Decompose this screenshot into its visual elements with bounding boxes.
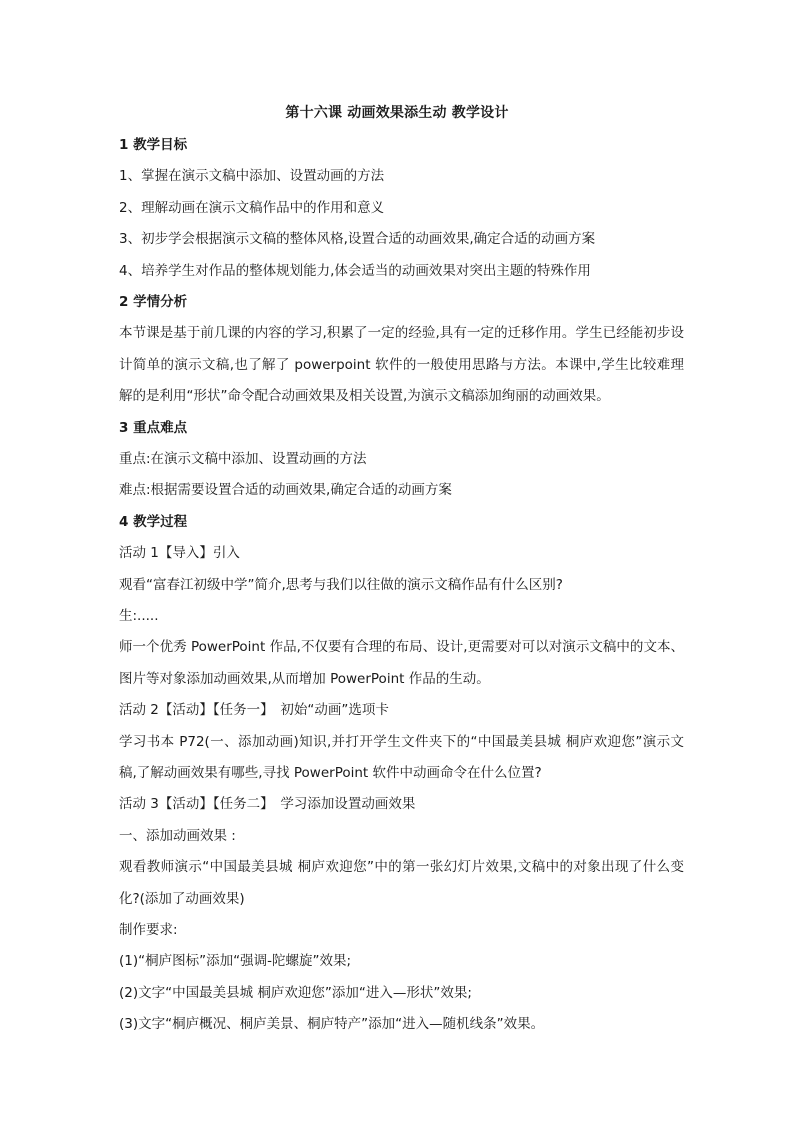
goal-item-1: 1、掌握在演示文稿中添加、设置动画的方法 bbox=[119, 168, 385, 185]
keypoint-item-1: 重点:在演示文稿中添加、设置动画的方法 bbox=[119, 450, 367, 467]
section-heading-process: 4 教学过程 bbox=[119, 513, 188, 530]
activity-1-title: 活动 1【导入】引入 bbox=[119, 545, 240, 562]
requirement-item-2: (2)文字“中国最美县城 桐庐欢迎您”添加“进入—形状”效果; bbox=[119, 984, 472, 1001]
requirement-item-1: (1)“桐庐图标”添加“强调-陀螺旋”效果; bbox=[119, 953, 352, 970]
goal-item-3: 3、初步学会根据演示文稿的整体风格,设置合适的动画效果,确定合适的动画方案 bbox=[119, 231, 596, 248]
section-heading-analysis: 2 学情分析 bbox=[119, 293, 188, 310]
process-paragraph-2: 学习书本 P72(一、添加动画)知识,并打开学生文件夹下的“中国最美县城 桐庐欢迎您”演示文稿,了解动画效果有哪些,寻找 PowerPoint 软件中动画命令在什么位置? bbox=[119, 733, 684, 781]
process-line-1: 观看“富春江初级中学”简介,思考与我们以往做的演示文稿作品有什么区别? bbox=[119, 576, 563, 593]
section-heading-keypoints: 3 重点难点 bbox=[119, 419, 188, 436]
requirement-item-3: (3)文字“桐庐概况、桐庐美景、桐庐特产”添加“进入—随机线条”效果。 bbox=[119, 1016, 545, 1033]
document-title: 第十六课 动画效果添生动 教学设计 bbox=[285, 105, 509, 121]
analysis-paragraph: 本节课是基于前几课的内容的学习,积累了一定的经验,具有一定的迁移作用。学生已经能初步设计简单的演示文稿,也了解了 powerpoint 软件的一般使用思路与方法。本课中,学生比较难理解的是利用“形状”命令配合动画效果及相关设置,为演示文稿添加绚丽的动画效果。 bbox=[119, 325, 684, 405]
process-line-4: 制作要求: bbox=[119, 921, 178, 938]
document-body bbox=[119, 130, 684, 1040]
process-paragraph-3: 观看教师演示“中国最美县城 桐庐欢迎您”中的第一张幻灯片效果,文稿中的对象出现了什么变化?(添加了动画效果) bbox=[119, 859, 684, 907]
process-line-3: 一、添加动画效果 : bbox=[119, 827, 236, 844]
section-heading-goals: 1 教学目标 bbox=[119, 137, 188, 153]
process-paragraph-1: 师一个优秀 PowerPoint 作品,不仅要有合理的布局、设计,更需要对可以对演示文稿中的文本、图片等对象添加动画效果,从而增加 PowerPoint 作品的生动。 bbox=[119, 639, 684, 687]
goal-item-4: 4、培养学生对作品的整体规划能力,体会适当的动画效果对突出主题的特殊作用 bbox=[119, 262, 591, 279]
activity-2-title: 活动 2【活动】【任务一】 初始“动画”选项卡 bbox=[119, 702, 389, 719]
keypoint-item-2: 难点:根据需要设置合适的动画效果,确定合适的动画方案 bbox=[119, 482, 452, 499]
goal-item-2: 2、理解动画在演示文稿作品中的作用和意义 bbox=[119, 199, 385, 216]
activity-3-title: 活动 3【活动】【任务二】 学习添加设置动画效果 bbox=[119, 796, 416, 813]
process-line-2: 生:..... bbox=[119, 607, 159, 624]
